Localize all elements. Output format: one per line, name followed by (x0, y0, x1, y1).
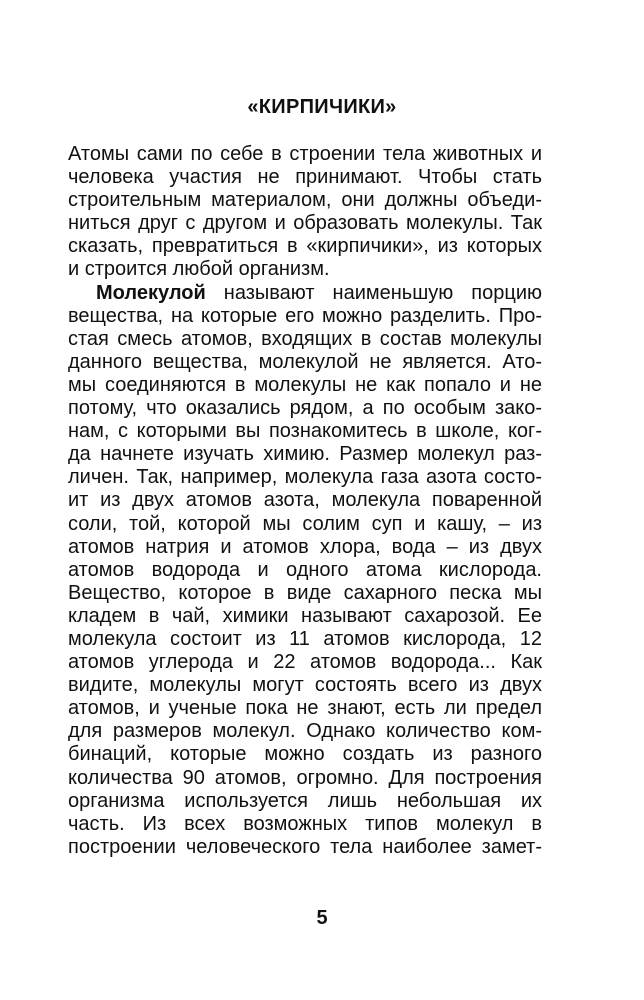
body-text (68, 143, 542, 859)
text-line: атомов углерода и 22 атомов водорода... Как (68, 651, 542, 674)
text-line: ит из двух атомов азота, молекула поваренной (68, 489, 542, 512)
text-line: для размеров молекул. Однако количество ком- (68, 720, 542, 743)
page-title: «КИРПИЧИКИ» (247, 96, 397, 118)
text-line-rest: называют наименьшую порцию (205, 281, 542, 304)
text-line: сказать, превратиться в «кирпичики», из которых (68, 235, 542, 258)
text-line: личен. Так, например, молекула газа азота состо- (68, 466, 542, 489)
text-line: строительным материалом, они должны объеди- (68, 189, 542, 212)
page-number: 5 (316, 907, 328, 929)
text-line: кладем в чай, химики называют сахарозой. Ее (68, 604, 542, 627)
text-line: организма используется лишь небольшая их (68, 789, 542, 812)
text-line: да начнете изучать химию. Размер молекул раз- (68, 443, 542, 466)
paragraph-first-line (68, 282, 542, 305)
text-line: Вещество, которое в виде сахарного песка мы (68, 581, 542, 604)
text-line: человека участия не принимают. Чтобы стать (68, 166, 542, 189)
text-line: потому, что оказались рядом, а по особым зако- (68, 397, 542, 420)
text-line: данного вещества, молекулой не является. Ато- (68, 350, 542, 373)
text-line: соли, той, которой мы солим суп и кашу, – из (68, 512, 542, 535)
text-line: Атомы сами по себе в строении тела животных и (68, 143, 542, 165)
bold-term: Молекулой (96, 281, 206, 304)
text-line: ниться друг с другом и образовать молекулы. Так (68, 212, 542, 235)
text-line: мы соединяются в молекулы не как попало и не (68, 373, 542, 396)
text-line: атомов натрия и атомов хлора, вода – из двух (68, 535, 542, 558)
text-line: атомов водорода и одного атома кислорода. (68, 558, 542, 581)
text-line: атомов, и ученые пока не знают, есть ли предел (68, 697, 542, 720)
text-line: бинаций, которые можно создать из разного (68, 743, 542, 766)
text-line: и строится любой организм. (68, 258, 330, 281)
text-line: часть. Из всех возможных типов молекул в (68, 812, 542, 835)
text-line: вещества, на которые его можно разделить. Про- (68, 304, 542, 327)
text-line: количества 90 атомов, огромно. Для построения (68, 766, 542, 789)
text-line: видите, молекулы могут состоять всего из двух (68, 674, 542, 697)
text-line: построении человеческого тела наиболее замет- (68, 835, 542, 858)
text-line: молекула состоит из 11 атомов кислорода, 12 (68, 627, 542, 650)
text-line: нам, с которыми вы познакомитесь в школе, ког- (68, 420, 542, 443)
text-line: стая смесь атомов, входящих в состав молекулы (68, 327, 542, 350)
